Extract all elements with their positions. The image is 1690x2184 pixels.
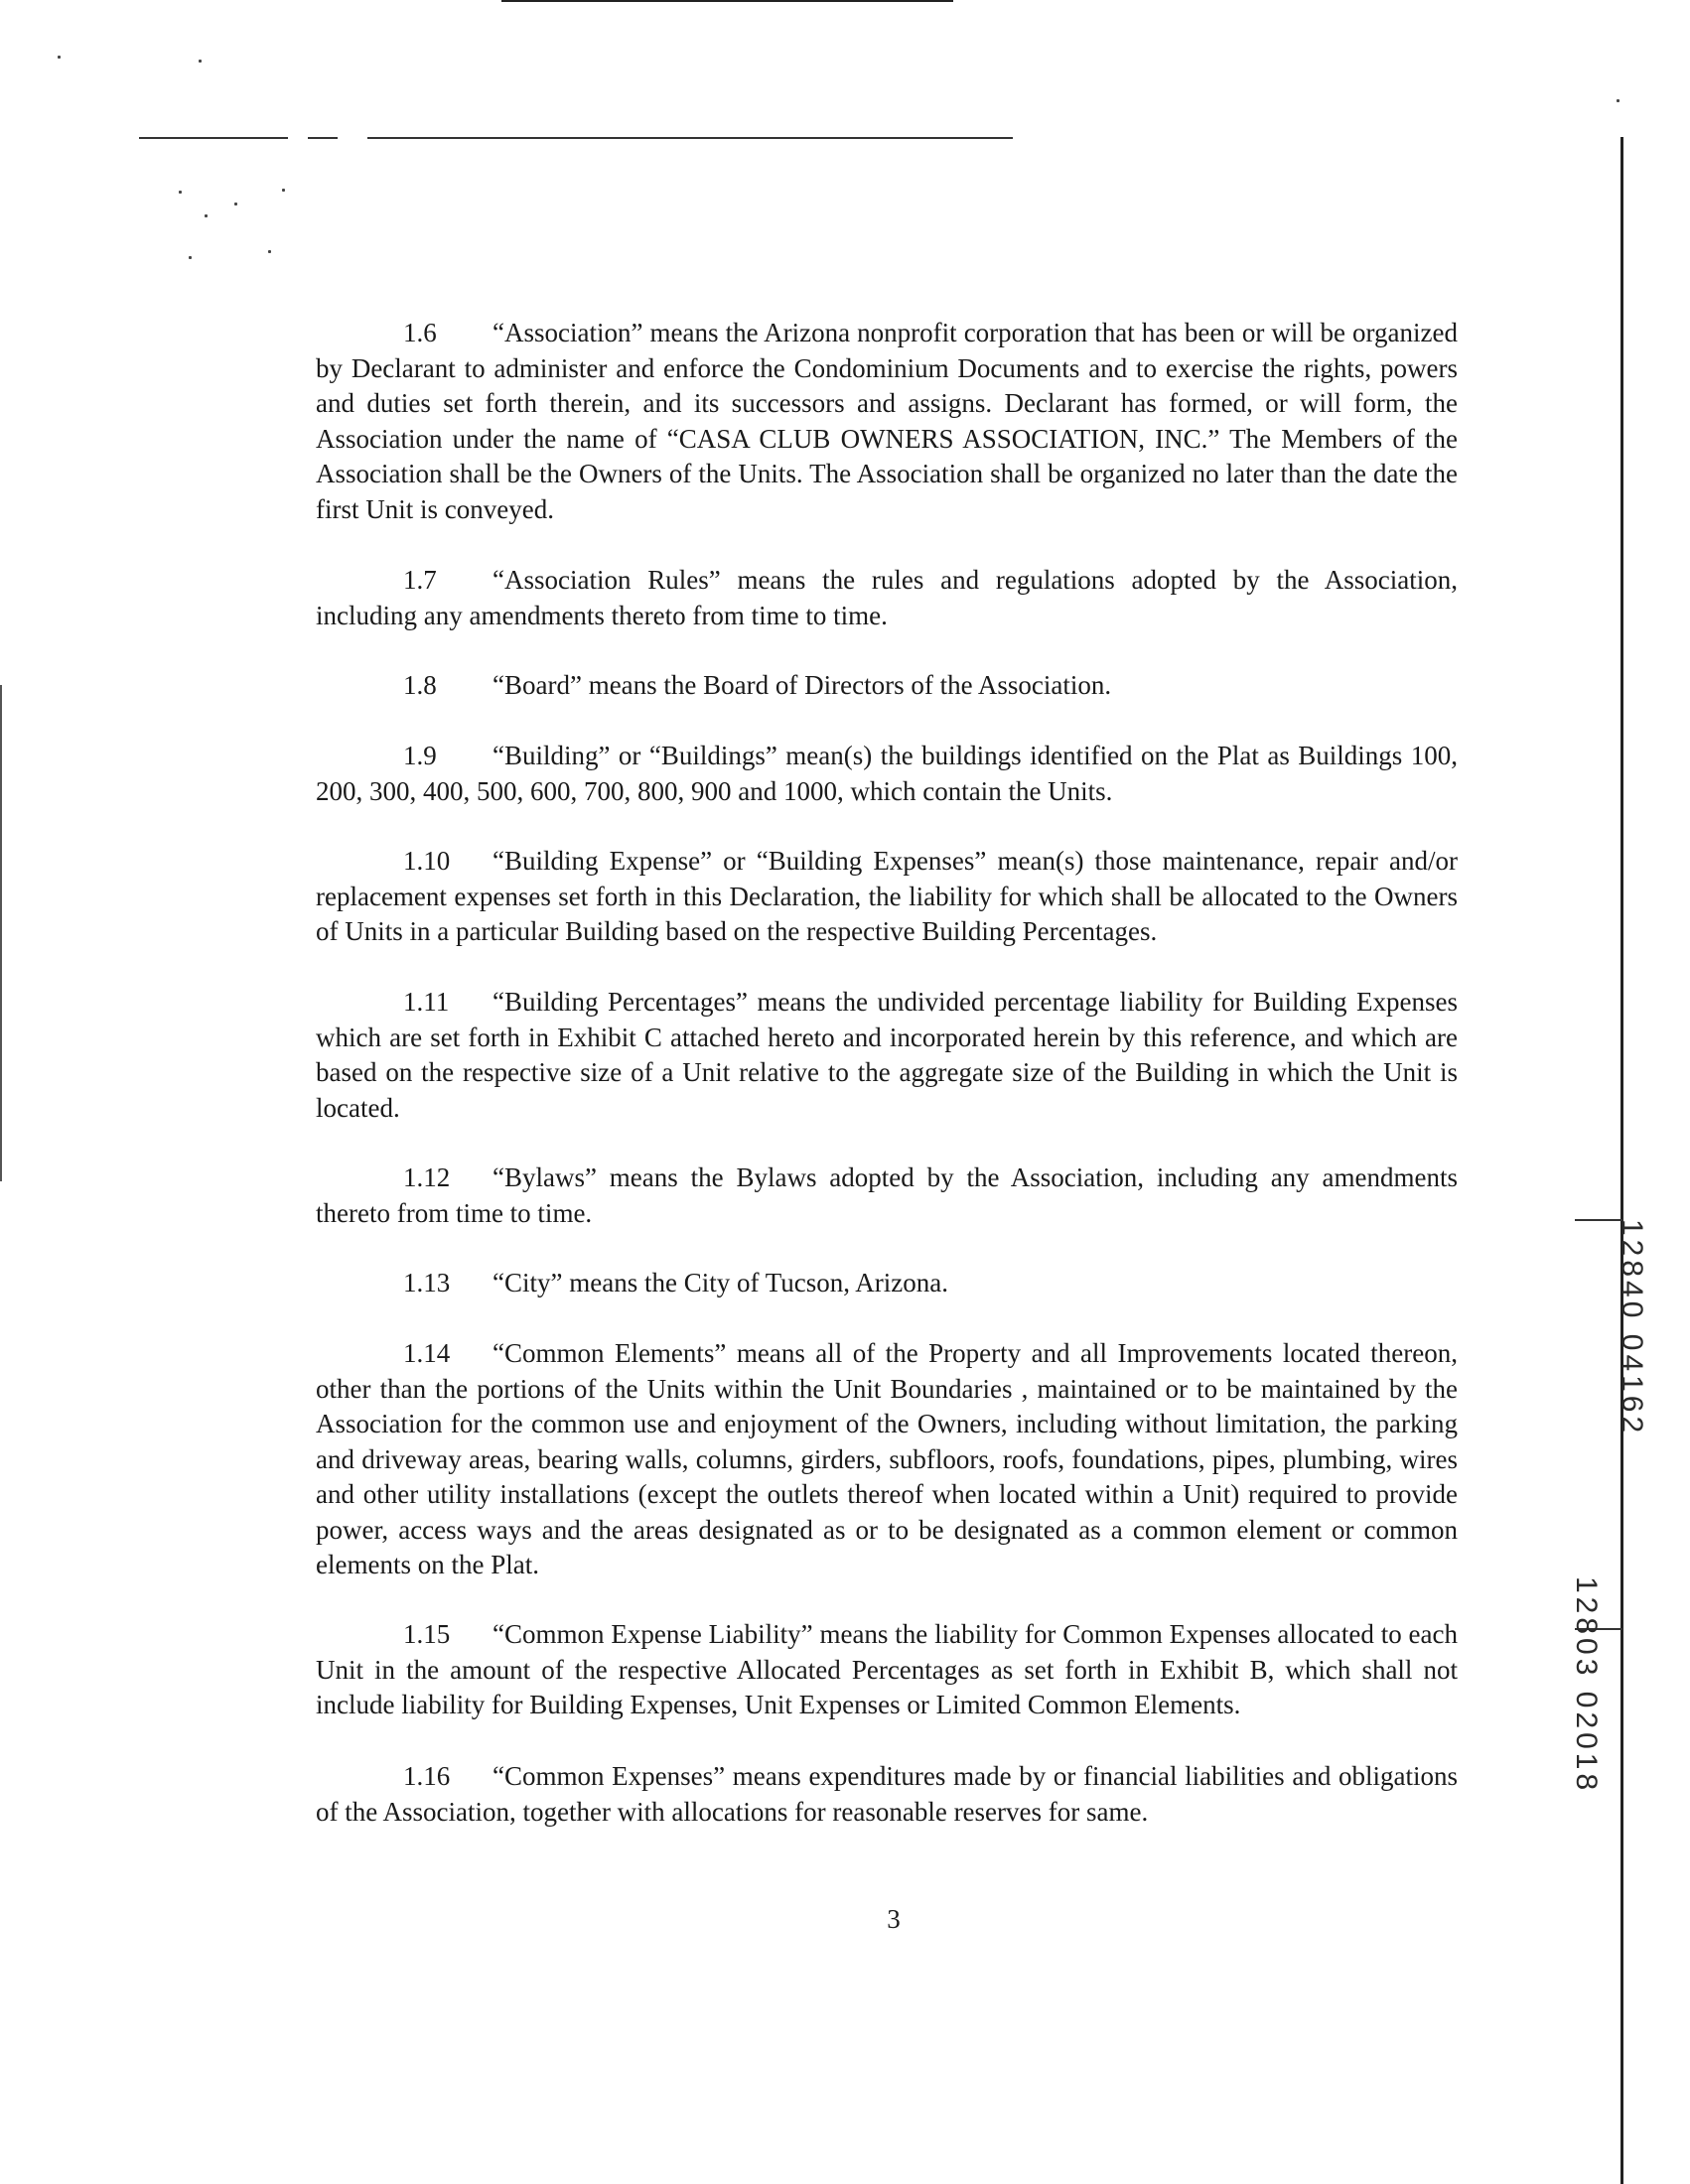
section-1-12	[316, 1160, 1458, 1231]
section-number: 1.9	[403, 741, 437, 770]
section-text: “Association Rules” means the rules and regulations adopted by the Association, including any amendments thereto from time to time.	[316, 565, 1458, 630]
scan-speck	[1617, 99, 1620, 102]
right-margin-rule	[1620, 137, 1623, 2184]
header-scan-rule	[139, 137, 1013, 139]
scan-speck	[234, 203, 237, 205]
section-number: 1.16	[403, 1761, 451, 1791]
section-text: “Common Expense Liability” means the liability for Common Expenses allocated to each Unit in the amount of the respective Allocated Percentages as set forth in Exhibit B, which shall not include liability for Building Expenses, Unit Expenses or Limited Common Elements.	[316, 1619, 1458, 1719]
section-text: “Building Expense” or “Building Expenses” mean(s) those maintenance, repair and/or replacement expenses set forth in this Declaration, the liability for which shall be allocated to the Owners of Units in a particular Building based on the respective Building Percentages.	[316, 846, 1458, 946]
scan-speck	[58, 56, 61, 59]
section-text: “Building Percentages” means the undivided percentage liability for Building Expenses which are set forth in Exhibit C attached hereto and incorporated herein by this reference, and which are based on the respective size of a Unit relative to the aggregate size of the Building in which the Unit is located.	[316, 987, 1458, 1123]
section-1-7	[316, 563, 1458, 633]
section-text: “Bylaws” means the Bylaws adopted by the Association, including any amendments thereto from time to time.	[316, 1162, 1458, 1228]
scan-speck	[179, 191, 182, 194]
section-number: 1.14	[403, 1338, 451, 1368]
section-number: 1.13	[403, 1268, 451, 1297]
section-number: 1.15	[403, 1619, 451, 1649]
section-1-16	[316, 1759, 1458, 1830]
scan-speck	[205, 214, 208, 217]
section-number: 1.12	[403, 1162, 451, 1192]
section-1-15	[316, 1617, 1458, 1723]
section-number: 1.10	[403, 846, 451, 876]
section-1-9	[316, 739, 1458, 809]
recording-stamp-upper: 12840 04162	[1616, 1219, 1648, 1437]
section-text: “City” means the City of Tucson, Arizona.	[493, 1268, 948, 1297]
scan-speck	[282, 189, 285, 192]
section-text: “Board” means the Board of Directors of the Association.	[493, 670, 1112, 700]
section-1-10	[316, 844, 1458, 950]
section-1-8	[316, 668, 1458, 704]
scan-speck	[268, 250, 271, 253]
section-number: 1.6	[403, 318, 437, 347]
section-1-6	[316, 316, 1458, 527]
scan-speck	[199, 60, 202, 63]
section-1-13	[316, 1266, 1458, 1301]
section-text: “Common Elements” means all of the Property and all Improvements located thereon, other than the portions of the Units within the Unit Boundaries , maintained or to be maintained by the Association for the common use and enjoyment of the Owners, including without limitation, the parking and driveway areas, bearing walls, columns, girders, subfloors, roofs, foundations, pipes, plumbing, wires and other utility installations (except the outlets thereof when located within a Unit) required to provide power, access ways and the areas designated as or to be designated as a common element or common elements on the Plat.	[316, 1338, 1458, 1579]
scan-speck	[189, 256, 192, 259]
section-number: 1.7	[403, 565, 437, 595]
top-scan-rule	[501, 0, 953, 2]
section-number: 1.11	[403, 987, 450, 1017]
page-number: 3	[887, 1904, 901, 1934]
section-text: “Building” or “Buildings” mean(s) the buildings identified on the Plat as Buildings 100, 200, 300, 400, 500, 600, 700, 800, 900 and 1000, which contain the Units.	[316, 741, 1458, 806]
section-1-11	[316, 985, 1458, 1126]
section-number: 1.8	[403, 670, 437, 700]
left-margin-rule	[0, 685, 2, 1181]
section-text: “Association” means the Arizona nonprofit corporation that has been or will be organized by Declarant to administer and enforce the Condominium Documents and to exercise the rights, powers and duties set forth therein, and its successors and assigns. Declarant has formed, or will form, the Association under the name of “CASA CLUB OWNERS ASSOCIATION, INC.” The Members of the Association shall be the Owners of the Units. The Association shall be organized no later than the date the first Unit is conveyed.	[316, 318, 1458, 524]
section-1-14	[316, 1336, 1458, 1583]
section-text: “Common Expenses” means expenditures made by or financial liabilities and obligations of the Association, together with allocations for reasonable reserves for same.	[316, 1761, 1458, 1827]
recording-stamp-lower: 12803 02018	[1570, 1576, 1603, 1795]
